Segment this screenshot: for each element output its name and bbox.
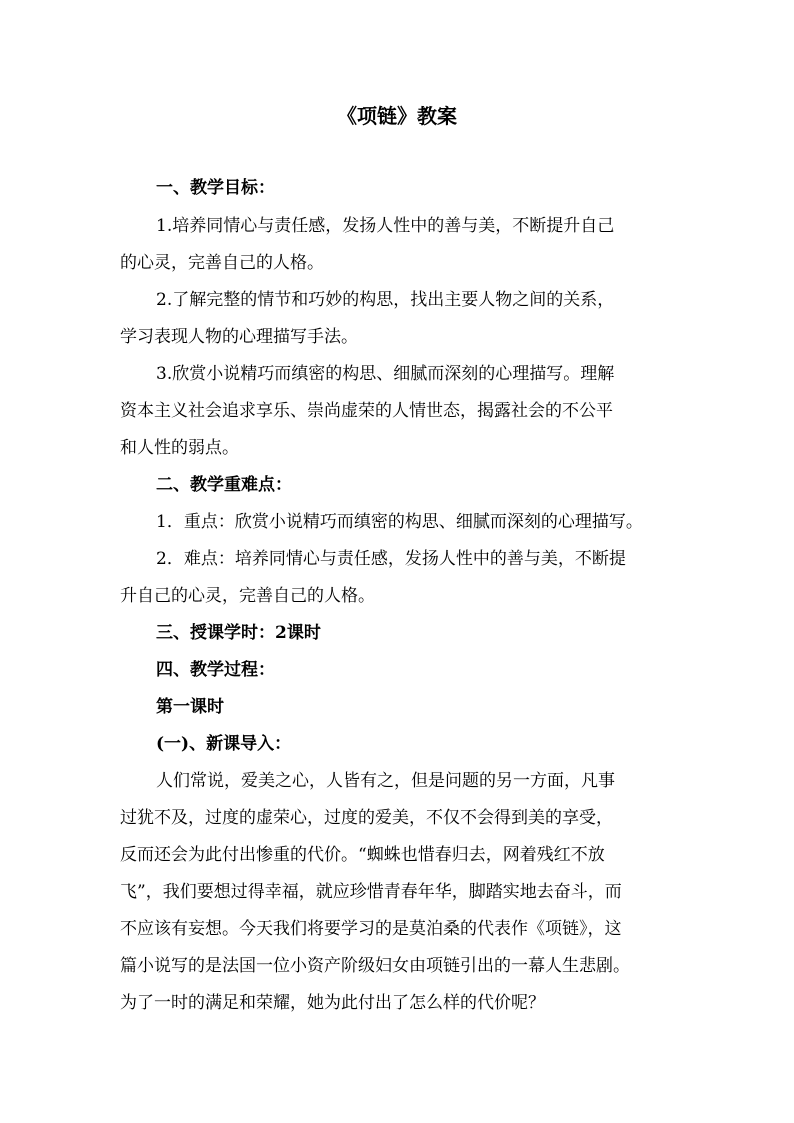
paragraph-line: 为了一时的满足和荣耀，她为此付出了怎么样的代价呢？ xyxy=(120,993,545,1013)
paragraph-line: 的心灵，完善自己的人格。 xyxy=(120,253,324,273)
paragraph-line: 升自己的心灵，完善自己的人格。 xyxy=(120,586,375,606)
paragraph-line: 飞”，我们要想过得幸福，就应珍惜青春年华，脚踏实地去奋斗，而 xyxy=(120,882,622,902)
paragraph-line: 学习表现人物的心理描写手法。 xyxy=(120,327,358,347)
document-title: 《项链》教案 xyxy=(337,104,457,128)
paragraph-line: 资本主义社会追求享乐、崇尚虚荣的人情世态，揭露社会的不公平 xyxy=(120,401,613,421)
paragraph-line: 反而还会为此付出惨重的代价。“蜘蛛也惜春归去，网着残红不放 xyxy=(120,845,605,865)
heading-class-hours: 三、授课学时：2课时 xyxy=(156,623,321,643)
heading-first-lesson: 第一课时 xyxy=(156,697,224,717)
paragraph-line: 1．重点：欣赏小说精巧而缜密的构思、细腻而深刻的心理描写。 xyxy=(156,512,643,532)
paragraph-line: 和人性的弱点。 xyxy=(120,438,239,458)
paragraph-line: 篇小说写的是法国一位小资产阶级妇女由项链引出的一幕人生悲剧。 xyxy=(120,956,630,976)
paragraph-line: 2.了解完整的情节和巧妙的构思，找出主要人物之间的关系， xyxy=(156,290,615,310)
paragraph-line: 过犹不及，过度的虚荣心，过度的爱美，不仅不会得到美的享受， xyxy=(120,808,613,828)
heading-teaching-process: 四、教学过程： xyxy=(156,660,275,680)
paragraph-line: 不应该有妄想。今天我们将要学习的是莫泊桑的代表作《项链》，这 xyxy=(120,919,622,939)
paragraph-line: 人们常说，爱美之心，人皆有之，但是问题的另一方面，凡事 xyxy=(156,771,615,791)
paragraph-line: 3.欣赏小说精巧而缜密的构思、细腻而深刻的心理描写。理解 xyxy=(156,364,615,384)
heading-introduction: (一)、新课导入： xyxy=(156,734,292,754)
paragraph-line: 1.培养同情心与责任感，发扬人性中的善与美，不断提升自己 xyxy=(156,216,615,236)
heading-teaching-goals: 一、教学目标： xyxy=(156,178,275,198)
paragraph-line: 2．难点：培养同情心与责任感，发扬人性中的善与美，不断提 xyxy=(156,549,626,569)
heading-key-points: 二、教学重难点： xyxy=(156,475,292,495)
